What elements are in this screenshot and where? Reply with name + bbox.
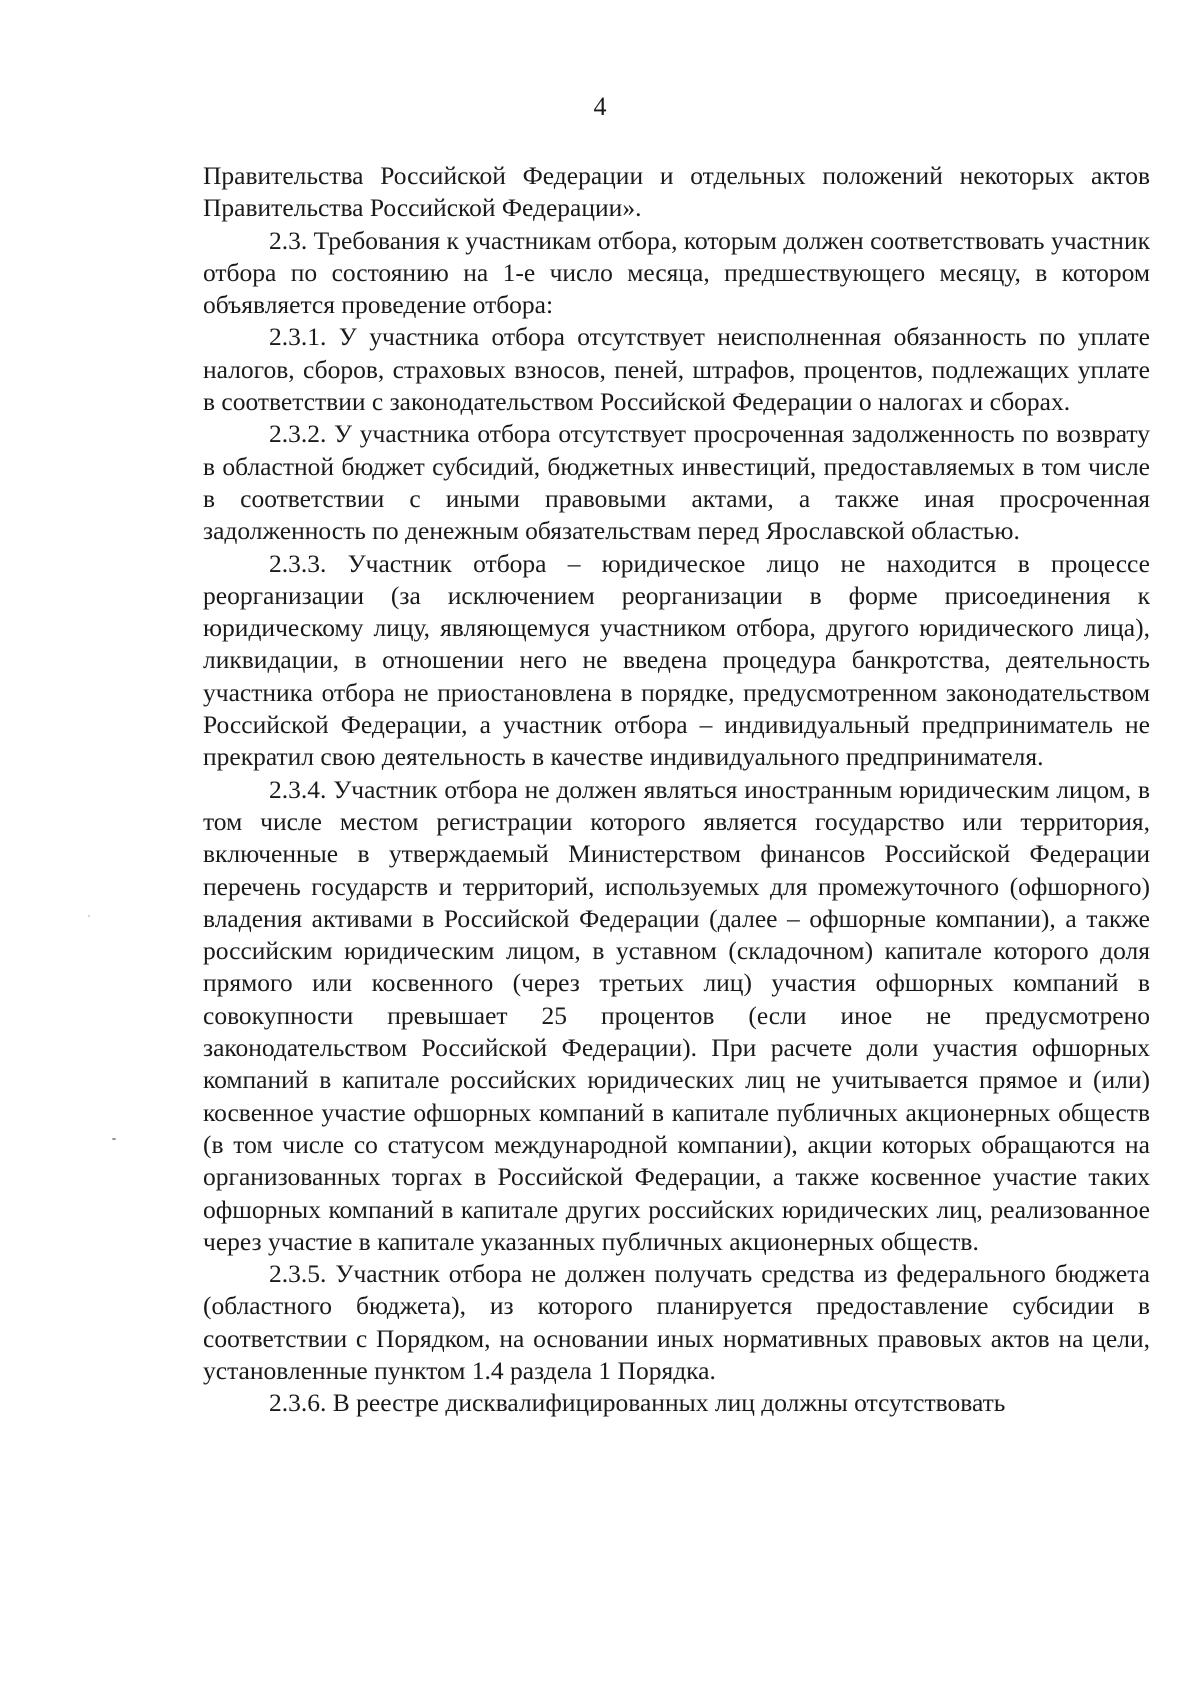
paragraph-2-3-5: 2.3.5. Участник отбора не должен получать средства из федерального бюджета (областного бюджета), из которого планируется предоставление субсидии в соответствии с Порядком, на основании иных нормативных правовых актов на цели, установленные пунктом 1.4 раздела 1 Порядка. bbox=[203, 1259, 1150, 1385]
paragraph-2-3-2: 2.3.2. У участника отбора отсутствует просроченная задолженность по возврату в областной бюджет субсидий, бюджетных инвестиций, предоставляемых в том числе в соответствии с иными правовыми актами, а также иная просроченная задолженность по денежным обязательствам перед Ярославской областью. bbox=[203, 419, 1150, 546]
scan-speck bbox=[112, 1138, 116, 1140]
page-number: 4 bbox=[593, 92, 607, 121]
paragraph-2-3-3: 2.3.3. Участник отбора – юридическое лицо не находится в процессе реорганизации (за исключением реорганизации в форме присоединения к юридическому лицу, являющемуся участником отбора, другого юридического лица), ликвидации, в отношении него не введена процедура банкротства, деятельность участника отбора не приостановлена в порядке, предусмотренном законодательством Российской Федерации, а участник отбора – индивидуальный предприниматель не прекратил свою деятельность в качестве индивидуального предпринимателя. bbox=[203, 548, 1150, 772]
paragraph-2-3-1: 2.3.1. У участника отбора отсутствует неисполненная обязанность по уплате налогов, сборов, страховых взносов, пеней, штрафов, процентов, подлежащих уплате в соответствии с законодательством Российской Федерации о налогах и сборах. bbox=[203, 322, 1150, 417]
scan-speck bbox=[88, 915, 90, 917]
paragraph-2-3-6: 2.3.6. В реестре дисквалифицированных лиц должны отсутствовать bbox=[269, 1388, 1006, 1418]
paragraph-continuation: Правительства Российской Федерации и отдельных положений некоторых актов Правительства Российской Федерации». bbox=[203, 161, 1150, 223]
paragraph-2-3: 2.3. Требования к участникам отбора, которым должен соответствовать участник отбора по состоянию на 1-е число месяца, предшествующего месяцу, в котором объявляется проведение отбора: bbox=[203, 225, 1150, 320]
document-body bbox=[203, 160, 1150, 1420]
paragraph-2-3-4: 2.3.4. Участник отбора не должен являться иностранным юридическим лицом, в том числе местом регистрации которого является государство или территория, включенные в утверждаемый Министерством финансов Российской Федерации перечень государств и территорий, используемых для промежуточного (офшорного) владения активами в Российской Федерации (далее – офшорные компании), а также российским юридическим лицом, в уставном (складочном) капитале которого доля прямого или косвенного (через третьих лиц) участия офшорных компаний в совокупности превышает 25 процентов (если иное не предусмотрено законодательством Российской Федерации). При расчете доли участия офшорных компаний в капитале российских юридических лиц не учитывается прямое и (или) косвенное участие офшорных компаний в капитале публичных акционерных обществ (в том числе со статусом международной компании), акции которых обращаются на организованных торгах в Российской Федерации, а также косвенное участие таких офшорных компаний в капитале других российских юридических лиц, реализованное через участие в капитале указанных публичных акционерных обществ. bbox=[203, 774, 1150, 1256]
